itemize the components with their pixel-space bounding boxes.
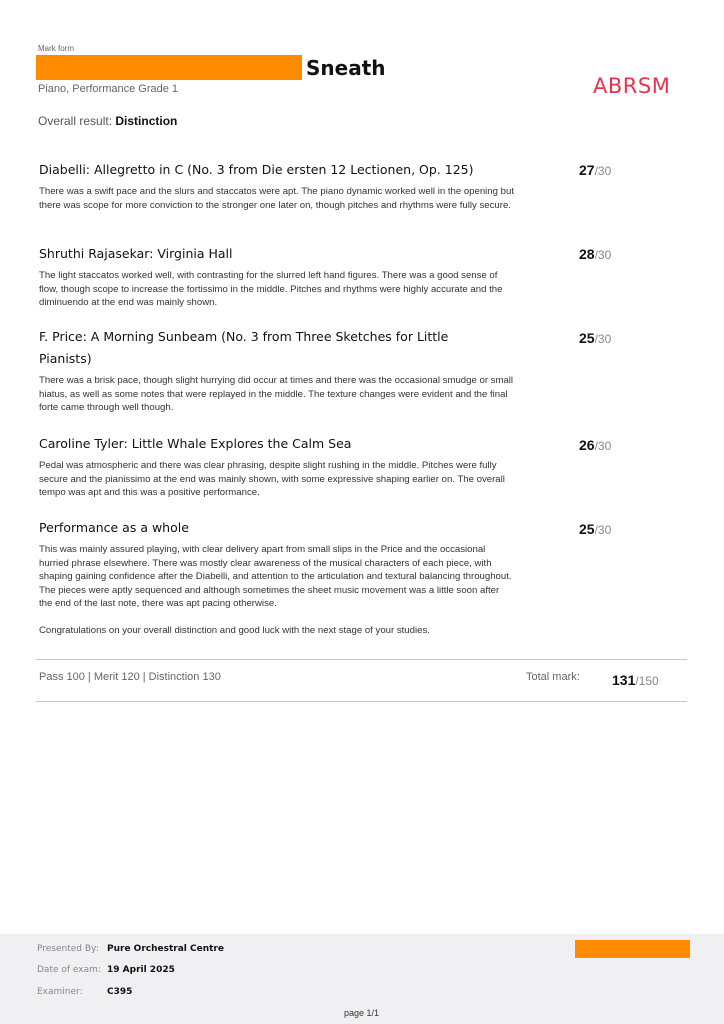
mark-max: /30 [594, 332, 612, 346]
piece-comment: The light staccatos worked well, with contrasting for the slurred left hand figures. There was a good sense of flow, though scope to increase the fortissimo in the middle. Pitches and rhythms were highly accurate and the diminuendo at the end was mainly shown. [39, 270, 503, 308]
overall-result-label: Overall result: [38, 114, 113, 128]
mark-max: /30 [594, 523, 612, 537]
mark-value: 27 [579, 162, 595, 178]
overall-result-value: Distinction [115, 114, 178, 128]
mark-max: /30 [594, 248, 612, 262]
piece-comment: There was a brisk pace, though slight hurrying did occur at times and there was the occasional smudge or small hiatus, as well as some notes that were replayed in the middle. The texture changes were evident and the final forte came through well though. [39, 375, 514, 413]
mark-value: 25 [579, 330, 595, 346]
piece-mark [579, 437, 611, 453]
examiner-value: C395 [107, 987, 133, 997]
page-number: page 1/1 [344, 1008, 380, 1018]
piece-comment: There was a swift pace and the slurs and staccatos were apt. The piano dynamic worked well in the opening but there was scope for more conviction to the stronger one later on, though pitches and rhythms were fully secure. [39, 186, 514, 211]
piece-title: Caroline Tyler: Little Whale Explores the Calm Sea [39, 436, 352, 451]
piece-comment: Pedal was atmospheric and there was clear phrasing, despite slight rushing in the middle. Pitches were fully secure and the pianissimo at the end was mainly shown, with some expressive shaping earlier on. The overall tempo was apt and this was a positive performance. [39, 460, 505, 498]
candidate-surname: Sneath [306, 56, 386, 80]
divider [36, 701, 687, 702]
mark-value: 25 [579, 521, 595, 537]
total-mark [612, 672, 659, 688]
date-of-exam-label: Date of exam: [37, 965, 101, 975]
piece-comment: This was mainly assured playing, with clear delivery apart from small slips in the Price and the occasional hurried phrase elsewhere. There was mostly clear awareness of the musical characters of each piece, with shaping gaining confidence after the Diabelli, and attention to the articulation and textural balancing throughout. The pieces were aptly sequenced and although sometimes the sheet music movement was a little soon after the end of the last note, there was apt pacing otherwise. [39, 544, 512, 609]
congratulations-comment: Congratulations on your overall distinction and good luck with the next stage of your studies. [39, 624, 430, 636]
piece-mark [579, 330, 611, 346]
redacted-candidate-name [36, 55, 302, 80]
mark-value: 26 [579, 437, 595, 453]
examiner-label: Examiner: [37, 987, 83, 997]
mark-value: 28 [579, 246, 595, 262]
piece-mark [579, 162, 611, 178]
piece-title: Shruthi Rajasekar: Virginia Hall [39, 246, 233, 261]
total-mark-max: /150 [635, 674, 659, 688]
form-type-label: Mark form [38, 44, 74, 53]
piece-title: Diabelli: Allegretto in C (No. 3 from Die ersten 12 Lectionen, Op. 125) [39, 162, 474, 177]
mark-max: /30 [594, 439, 612, 453]
overall-result [38, 114, 177, 128]
redacted-footer-field [575, 940, 690, 958]
presented-by-value: Pure Orchestral Centre [107, 944, 224, 954]
date-of-exam-value: 19 April 2025 [107, 965, 175, 975]
abrsm-logo: ABRSM [593, 74, 671, 98]
grade-thresholds: Pass 100 | Merit 120 | Distinction 130 [39, 671, 221, 683]
piece-title: Performance as a whole [39, 520, 189, 535]
divider [36, 659, 687, 660]
total-mark-label: Total mark: [526, 671, 580, 683]
exam-subject: Piano, Performance Grade 1 [38, 83, 179, 95]
presented-by-label: Presented By: [37, 944, 99, 954]
piece-mark [579, 246, 611, 262]
piece-mark [579, 521, 611, 537]
mark-max: /30 [594, 164, 612, 178]
total-mark-value: 131 [612, 672, 636, 688]
piece-title: F. Price: A Morning Sunbeam (No. 3 from Three Sketches for Little Pianists) [39, 329, 449, 366]
